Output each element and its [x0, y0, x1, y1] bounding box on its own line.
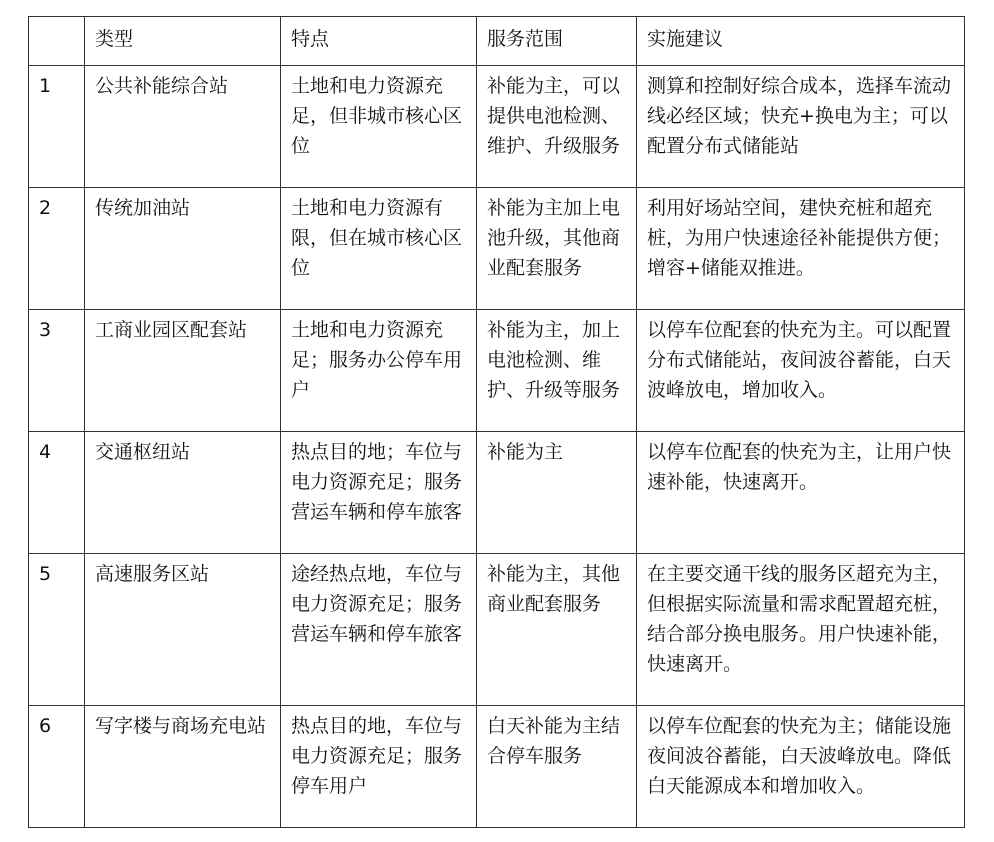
cell-index: 4: [29, 432, 85, 554]
table-row: [29, 554, 965, 706]
cell-scope: 白天补能为主结合停车服务: [477, 706, 637, 828]
cell-feature: 土地和电力资源有限，但在城市核心区位: [281, 188, 477, 310]
cell-advice: 在主要交通干线的服务区超充为主，但根据实际流量和需求配置超充桩，结合部分换电服务。用户快速补能，快速离开。: [637, 554, 965, 706]
cell-scope: 补能为主，其他商业配套服务: [477, 554, 637, 706]
table-row: [29, 66, 965, 188]
cell-scope: 补能为主加上电池升级，其他商业配套服务: [477, 188, 637, 310]
cell-scope: 补能为主: [477, 432, 637, 554]
header-scope: 服务范围: [477, 17, 637, 66]
cell-advice: 利用好场站空间，建快充桩和超充桩，为用户快速途径补能提供方便；增容+储能双推进。: [637, 188, 965, 310]
cell-type: 传统加油站: [85, 188, 281, 310]
cell-index: 2: [29, 188, 85, 310]
cell-index: 5: [29, 554, 85, 706]
header-feature: 特点: [281, 17, 477, 66]
header-advice: 实施建议: [637, 17, 965, 66]
header-type: 类型: [85, 17, 281, 66]
table-header-row: [29, 17, 965, 66]
cell-feature: 途经热点地，车位与电力资源充足；服务营运车辆和停车旅客: [281, 554, 477, 706]
cell-feature: 热点目的地，车位与电力资源充足；服务停车用户: [281, 706, 477, 828]
cell-advice: 以停车位配套的快充为主；储能设施夜间波谷蓄能，白天波峰放电。降低白天能源成本和增加收入。: [637, 706, 965, 828]
table-row: [29, 188, 965, 310]
cell-index: 6: [29, 706, 85, 828]
table-row: [29, 310, 965, 432]
table-row: [29, 706, 965, 828]
cell-index: 1: [29, 66, 85, 188]
cell-feature: 土地和电力资源充足，但非城市核心区位: [281, 66, 477, 188]
cell-type: 公共补能综合站: [85, 66, 281, 188]
cell-feature: 土地和电力资源充足；服务办公停车用户: [281, 310, 477, 432]
header-index: [29, 17, 85, 66]
cell-feature: 热点目的地；车位与电力资源充足；服务营运车辆和停车旅客: [281, 432, 477, 554]
cell-advice: 以停车位配套的快充为主，让用户快速补能，快速离开。: [637, 432, 965, 554]
cell-index: 3: [29, 310, 85, 432]
cell-scope: 补能为主，可以提供电池检测、维护、升级服务: [477, 66, 637, 188]
cell-type: 交通枢纽站: [85, 432, 281, 554]
cell-type: 工商业园区配套站: [85, 310, 281, 432]
cell-advice: 测算和控制好综合成本，选择车流动线必经区域；快充+换电为主；可以配置分布式储能站: [637, 66, 965, 188]
table-row: [29, 432, 965, 554]
cell-scope: 补能为主，加上电池检测、维护、升级等服务: [477, 310, 637, 432]
cell-advice: 以停车位配套的快充为主。可以配置分布式储能站，夜间波谷蓄能，白天波峰放电，增加收入。: [637, 310, 965, 432]
cell-type: 写字楼与商场充电站: [85, 706, 281, 828]
cell-type: 高速服务区站: [85, 554, 281, 706]
charging-station-types-table: [28, 16, 965, 828]
